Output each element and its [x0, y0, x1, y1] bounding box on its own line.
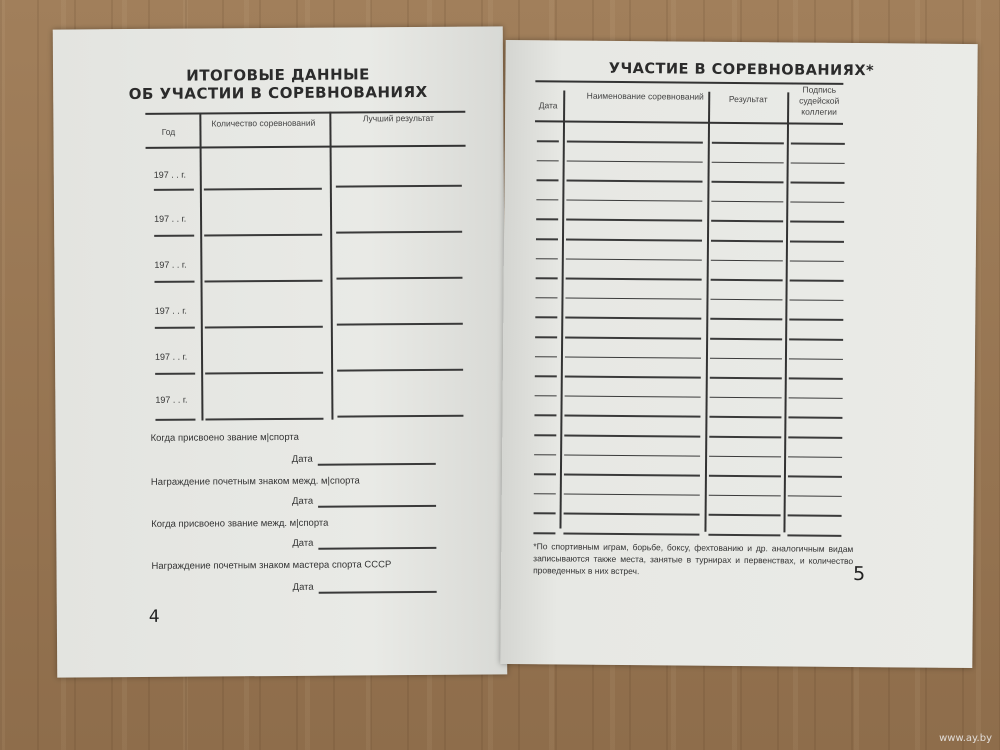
field-date-label: Дата: [292, 581, 314, 593]
left-table-vline-1: [199, 115, 203, 421]
row-rule: [565, 317, 701, 320]
field-date-label: Дата: [292, 537, 314, 549]
date-line: [318, 463, 436, 465]
row-rule: [712, 161, 784, 163]
row-rule: [566, 258, 702, 261]
row-rule: [789, 319, 843, 321]
row-rule: [536, 199, 558, 201]
row-rule: [788, 495, 842, 497]
row-rule: [788, 515, 842, 517]
row-rule: [710, 318, 782, 320]
row-rule: [564, 415, 700, 418]
row-rule: [535, 356, 557, 358]
row-rule: [565, 395, 701, 398]
date-line: [318, 547, 436, 549]
row-rule: [534, 473, 556, 475]
row-rule: [565, 336, 701, 339]
row-rule: [154, 235, 194, 237]
col-header-competition: Наименование соревнований: [586, 90, 704, 102]
field-label-ussr-badge: Награждение почетным знаком мастера спорта СССР: [151, 559, 392, 572]
row-rule: [709, 436, 781, 438]
row-rule: [336, 277, 462, 279]
row-rule: [534, 415, 556, 417]
date-line: [319, 591, 437, 593]
row-rule: [566, 219, 702, 222]
col-header-signature: Подпись судейской коллегии: [799, 84, 840, 117]
row-rule: [565, 356, 701, 359]
right-page: [500, 40, 977, 668]
row-rule: [790, 260, 844, 262]
left-row-rules: [53, 26, 503, 29]
row-rule: [534, 493, 556, 495]
row-rule: [537, 140, 559, 142]
left-title-line2: ОБ УЧАСТИИ В СОРЕВНОВАНИЯХ: [128, 82, 428, 104]
col-header-count: Количество соревнований: [211, 117, 316, 129]
date-line: [318, 505, 436, 507]
col-header-result: Результат: [728, 93, 768, 105]
watermark: www.ay.by: [939, 733, 992, 744]
row-rule: [791, 162, 845, 164]
row-rule: [790, 280, 844, 282]
row-rule: [789, 338, 843, 340]
row-rule: [155, 373, 195, 375]
row-rule: [709, 416, 781, 418]
row-rule: [535, 297, 557, 299]
row-rule: [536, 258, 558, 260]
row-rule: [790, 240, 844, 242]
row-rule: [567, 180, 703, 183]
left-title-line1: ИТОГОВЫЕ ДАННЫЕ: [186, 65, 370, 85]
row-rule: [566, 199, 702, 202]
row-rule: [336, 185, 462, 187]
field-label-master-title: Когда присвоено звание м|спорта: [150, 431, 299, 444]
row-rule: [563, 532, 699, 535]
row-rule: [534, 434, 556, 436]
row-rule: [565, 297, 701, 300]
row-rule: [791, 142, 845, 144]
row-rule: [789, 397, 843, 399]
row-rule: [790, 182, 844, 184]
row-rule: [710, 338, 782, 340]
col-header-best: Лучший результат: [362, 112, 434, 124]
row-rule: [566, 278, 702, 281]
row-rule: [709, 495, 781, 497]
row-rule: [533, 532, 555, 534]
row-rule: [711, 240, 783, 242]
footnote: *По спортивным играм, борьбе, боксу, фехтованию и др. аналогичным видам записываются также места, занятые в турнирах и первенствах, и количество проведенных в них встреч.: [533, 541, 854, 577]
row-rule: [789, 299, 843, 301]
row-rule: [790, 201, 844, 203]
field-date-label: Дата: [292, 495, 314, 507]
row-rule: [204, 188, 322, 190]
row-rule: [536, 238, 558, 240]
row-rule: [790, 221, 844, 223]
row-rule: [535, 336, 557, 338]
row-rule: [535, 395, 557, 397]
col-header-date: Дата: [538, 100, 558, 111]
row-rule: [711, 181, 783, 183]
row-rule: [787, 534, 841, 536]
row-rule: [564, 493, 700, 496]
row-rule: [537, 160, 559, 162]
row-rule: [564, 434, 700, 437]
year-cell: 197 . . г.: [154, 259, 187, 270]
row-rule: [710, 357, 782, 359]
right-table-vline-3: [783, 92, 789, 532]
row-rule: [564, 474, 700, 477]
row-rule: [536, 277, 558, 279]
right-table-body: [506, 40, 978, 44]
row-rule: [788, 456, 842, 458]
row-rule: [712, 142, 784, 144]
row-rule: [205, 372, 323, 374]
row-rule: [534, 513, 556, 515]
row-rule: [205, 326, 323, 328]
row-rule: [204, 280, 322, 282]
row-rule: [564, 454, 700, 457]
field-date-label: Дата: [291, 453, 313, 465]
row-rule: [789, 358, 843, 360]
row-rule: [337, 369, 463, 371]
field-label-intl-title: Когда присвоено звание межд. м|спорта: [151, 517, 329, 530]
row-rule: [204, 234, 322, 236]
row-rule: [709, 475, 781, 477]
row-rule: [567, 160, 703, 163]
row-rule: [154, 189, 194, 191]
year-cell: 197 . . г.: [155, 394, 188, 405]
right-table-header-rule: [535, 120, 843, 125]
row-rule: [788, 417, 842, 419]
col-header-year: Год: [161, 126, 176, 137]
left-table-vline-2: [329, 112, 333, 420]
row-rule: [711, 220, 783, 222]
right-title: УЧАСТИЕ В СОРЕВНОВАНИЯХ*: [608, 60, 875, 80]
row-rule: [155, 327, 195, 329]
row-rule: [534, 454, 556, 456]
row-rule: [711, 279, 783, 281]
row-rule: [537, 179, 559, 181]
left-page: [53, 26, 508, 677]
row-rule: [711, 201, 783, 203]
row-rule: [709, 455, 781, 457]
year-cell: 197 . . г.: [154, 351, 188, 362]
row-rule: [535, 317, 557, 319]
row-rule: [155, 419, 195, 421]
left-table-header-rule: [146, 145, 466, 149]
row-rule: [711, 259, 783, 261]
right-table-vline-2: [704, 92, 710, 532]
row-rule: [710, 377, 782, 379]
row-rule: [535, 375, 557, 377]
row-rule: [789, 378, 843, 380]
row-rule: [788, 436, 842, 438]
row-rule: [205, 418, 323, 420]
row-rule: [567, 140, 703, 143]
field-label-intl-badge: Награждение почетным знаком межд. м|спорта: [150, 475, 360, 488]
right-page-number: 5: [852, 563, 866, 586]
row-rule: [337, 415, 463, 417]
year-cell: 197 . . г.: [153, 169, 186, 180]
year-cell: 197 . . г.: [154, 305, 187, 316]
row-rule: [336, 231, 462, 233]
right-table-vline-1: [559, 90, 565, 528]
year-cell: 197 . . г.: [154, 213, 187, 224]
row-rule: [536, 219, 558, 221]
row-rule: [155, 281, 195, 283]
left-page-number: 4: [148, 606, 160, 627]
row-rule: [566, 238, 702, 241]
row-rule: [337, 323, 463, 325]
row-rule: [565, 376, 701, 379]
row-rule: [710, 299, 782, 301]
row-rule: [710, 397, 782, 399]
row-rule: [788, 476, 842, 478]
row-rule: [708, 534, 780, 536]
row-rule: [564, 513, 700, 516]
row-rule: [709, 514, 781, 516]
